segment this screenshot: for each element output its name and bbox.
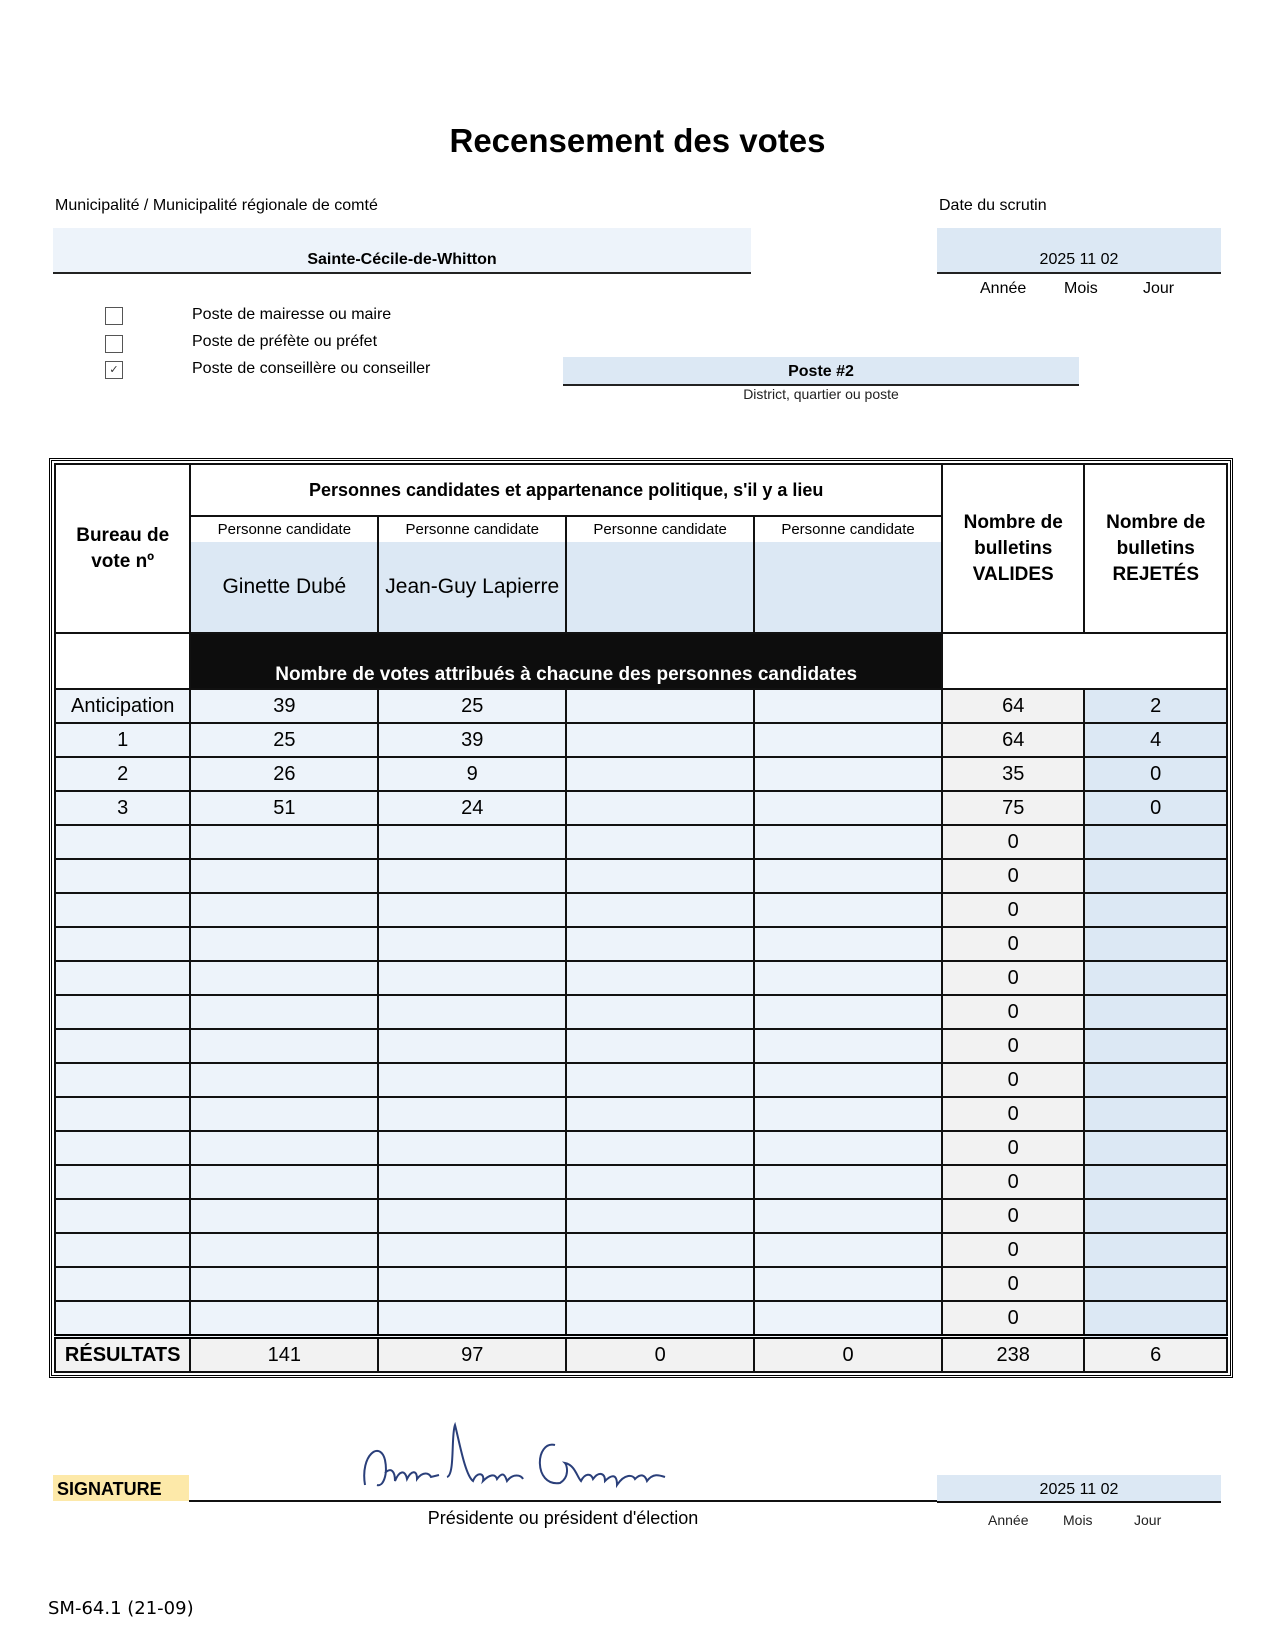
bureau-cell[interactable]: 3 bbox=[55, 791, 190, 825]
rejected-cell[interactable] bbox=[1084, 927, 1227, 961]
bureau-cell[interactable] bbox=[55, 1199, 190, 1233]
municipality-field[interactable]: Sainte-Cécile-de-Whitton bbox=[53, 228, 751, 274]
signature-date-field[interactable]: 2025 11 02 bbox=[937, 1475, 1221, 1503]
vote-cell[interactable] bbox=[566, 1029, 754, 1063]
vote-cell[interactable] bbox=[754, 1301, 942, 1337]
table-row bbox=[55, 1097, 1227, 1131]
table-row bbox=[55, 825, 1227, 859]
valid-cell: 0 bbox=[942, 859, 1084, 893]
table-row bbox=[55, 791, 1227, 825]
valid-cell: 0 bbox=[942, 825, 1084, 859]
valid-cell: 0 bbox=[942, 1199, 1084, 1233]
election-date-field[interactable]: 2025 11 02 bbox=[937, 228, 1221, 274]
rejected-cell[interactable] bbox=[1084, 995, 1227, 1029]
bureau-cell[interactable] bbox=[55, 1267, 190, 1301]
table-row bbox=[55, 1233, 1227, 1267]
vote-cell[interactable] bbox=[190, 1165, 378, 1199]
valid-cell: 0 bbox=[942, 893, 1084, 927]
vote-cell[interactable] bbox=[754, 961, 942, 995]
rejected-cell[interactable]: 0 bbox=[1084, 791, 1227, 825]
valid-total-cell: 238 bbox=[942, 1337, 1084, 1373]
valid-cell: 0 bbox=[942, 961, 1084, 995]
valid-cell: 0 bbox=[942, 1097, 1084, 1131]
table-row bbox=[55, 723, 1227, 757]
band-spacer bbox=[942, 633, 1227, 689]
valid-cell: 64 bbox=[942, 689, 1084, 723]
rejected-ballots-header: Nombre de bulletins REJETÉS bbox=[1084, 464, 1227, 633]
mayor-checkbox[interactable] bbox=[105, 307, 123, 325]
table-row bbox=[55, 893, 1227, 927]
rejected-cell[interactable] bbox=[1084, 1131, 1227, 1165]
vote-cell[interactable] bbox=[754, 689, 942, 723]
rejected-cell[interactable] bbox=[1084, 859, 1227, 893]
vote-cell[interactable] bbox=[566, 1097, 754, 1131]
vote-cell[interactable] bbox=[566, 1199, 754, 1233]
votes-band-header: Nombre de votes attribués à chacune des personnes candidates bbox=[190, 633, 942, 689]
vote-cell[interactable] bbox=[378, 927, 566, 961]
date-year-label: Année bbox=[980, 280, 1027, 297]
bureau-cell[interactable] bbox=[55, 995, 190, 1029]
vote-cell[interactable] bbox=[378, 1029, 566, 1063]
vote-cell[interactable] bbox=[378, 995, 566, 1029]
vote-cell[interactable] bbox=[566, 1165, 754, 1199]
vote-cell[interactable]: 26 bbox=[190, 757, 378, 791]
vote-cell[interactable]: 39 bbox=[190, 689, 378, 723]
vote-cell[interactable] bbox=[378, 1063, 566, 1097]
vote-cell[interactable] bbox=[754, 893, 942, 927]
prefect-checkbox[interactable] bbox=[105, 335, 123, 353]
rejected-cell[interactable] bbox=[1084, 1165, 1227, 1199]
table-row bbox=[55, 995, 1227, 1029]
results-label: RÉSULTATS bbox=[55, 1337, 190, 1373]
valid-cell: 0 bbox=[942, 1063, 1084, 1097]
vote-cell[interactable] bbox=[566, 859, 754, 893]
vote-cell[interactable] bbox=[754, 757, 942, 791]
vote-cell[interactable]: 25 bbox=[378, 689, 566, 723]
sig-day-label: Jour bbox=[1134, 1512, 1162, 1528]
municipality-label: Municipalité / Municipalité régionale de comté bbox=[55, 197, 378, 214]
vote-cell[interactable]: 24 bbox=[378, 791, 566, 825]
results-row bbox=[55, 1337, 1227, 1373]
rejected-cell[interactable]: 4 bbox=[1084, 723, 1227, 757]
vote-cell[interactable] bbox=[190, 1029, 378, 1063]
candidate-name-4[interactable] bbox=[754, 542, 942, 633]
date-day-label: Jour bbox=[1143, 280, 1175, 297]
vote-cell[interactable] bbox=[566, 723, 754, 757]
form-code: SM-64.1 (21-09) bbox=[48, 1598, 194, 1619]
table-row bbox=[55, 859, 1227, 893]
result-total-cell: 0 bbox=[754, 1337, 942, 1373]
bureau-cell[interactable] bbox=[55, 1233, 190, 1267]
result-total-cell: 97 bbox=[378, 1337, 566, 1373]
vote-cell[interactable] bbox=[754, 995, 942, 1029]
vote-cell[interactable]: 9 bbox=[378, 757, 566, 791]
rejected-cell[interactable]: 0 bbox=[1084, 757, 1227, 791]
vote-cell[interactable] bbox=[754, 1097, 942, 1131]
signature-image bbox=[355, 1415, 775, 1495]
rejected-cell[interactable] bbox=[1084, 961, 1227, 995]
bureau-cell[interactable]: 2 bbox=[55, 757, 190, 791]
rejected-total-cell: 6 bbox=[1084, 1337, 1227, 1373]
valid-cell: 64 bbox=[942, 723, 1084, 757]
vote-cell[interactable] bbox=[566, 1131, 754, 1165]
vote-cell[interactable] bbox=[566, 1301, 754, 1337]
vote-cell[interactable] bbox=[754, 859, 942, 893]
rejected-cell[interactable] bbox=[1084, 1301, 1227, 1337]
candidate-col-label: Personne candidate bbox=[378, 516, 566, 542]
vote-cell[interactable] bbox=[378, 961, 566, 995]
vote-cell[interactable] bbox=[566, 893, 754, 927]
vote-cell[interactable] bbox=[566, 689, 754, 723]
vote-cell[interactable] bbox=[754, 1233, 942, 1267]
vote-cell[interactable] bbox=[190, 859, 378, 893]
vote-cell[interactable] bbox=[190, 995, 378, 1029]
bureau-header: Bureau de vote nº bbox=[55, 464, 190, 633]
valid-cell: 35 bbox=[942, 757, 1084, 791]
vote-cell[interactable] bbox=[190, 1301, 378, 1337]
bureau-cell[interactable] bbox=[55, 1097, 190, 1131]
bureau-cell[interactable] bbox=[55, 825, 190, 859]
vote-cell[interactable] bbox=[566, 961, 754, 995]
table-row bbox=[55, 1267, 1227, 1301]
table-row bbox=[55, 1165, 1227, 1199]
vote-cell[interactable] bbox=[378, 1301, 566, 1337]
rejected-cell[interactable] bbox=[1084, 1267, 1227, 1301]
councillor-label: Poste de conseillère ou conseiller bbox=[192, 360, 431, 377]
vote-cell[interactable] bbox=[754, 723, 942, 757]
vote-cell[interactable] bbox=[378, 893, 566, 927]
valid-cell: 0 bbox=[942, 1029, 1084, 1063]
vote-cell[interactable] bbox=[754, 825, 942, 859]
vote-cell[interactable] bbox=[190, 825, 378, 859]
table-row bbox=[55, 1029, 1227, 1063]
candidate-col-label: Personne candidate bbox=[190, 516, 378, 542]
vote-cell[interactable] bbox=[378, 1165, 566, 1199]
valid-cell: 0 bbox=[942, 1233, 1084, 1267]
bureau-cell[interactable] bbox=[55, 1029, 190, 1063]
table-row bbox=[55, 1199, 1227, 1233]
candidate-col-label: Personne candidate bbox=[566, 516, 754, 542]
bureau-cell[interactable] bbox=[55, 961, 190, 995]
vote-cell[interactable] bbox=[754, 791, 942, 825]
vote-cell[interactable] bbox=[378, 1097, 566, 1131]
vote-cell[interactable] bbox=[566, 825, 754, 859]
vote-cell[interactable] bbox=[190, 1199, 378, 1233]
vote-cell[interactable] bbox=[378, 825, 566, 859]
election-date-label: Date du scrutin bbox=[939, 197, 1047, 214]
candidate-col-label: Personne candidate bbox=[754, 516, 942, 542]
table-row bbox=[55, 757, 1227, 791]
table-row bbox=[55, 1063, 1227, 1097]
signature-label: SIGNATURE bbox=[53, 1475, 189, 1501]
vote-count-table bbox=[49, 458, 1233, 1378]
valid-cell: 75 bbox=[942, 791, 1084, 825]
vote-cell[interactable] bbox=[378, 1131, 566, 1165]
table-row bbox=[55, 1301, 1227, 1337]
candidate-name-3[interactable] bbox=[566, 542, 754, 633]
rejected-cell[interactable] bbox=[1084, 1029, 1227, 1063]
vote-cell[interactable]: 25 bbox=[190, 723, 378, 757]
poste-field[interactable]: Poste #2 bbox=[563, 357, 1079, 386]
vote-cell[interactable] bbox=[190, 1063, 378, 1097]
sig-month-label: Mois bbox=[1063, 1512, 1093, 1528]
vote-cell[interactable] bbox=[754, 927, 942, 961]
bureau-cell[interactable]: Anticipation bbox=[55, 689, 190, 723]
candidate-name-2[interactable]: Jean-Guy Lapierre bbox=[378, 542, 566, 633]
vote-cell[interactable] bbox=[378, 1199, 566, 1233]
prefect-label: Poste de préfète ou préfet bbox=[192, 333, 378, 350]
vote-cell[interactable] bbox=[566, 995, 754, 1029]
bureau-cell[interactable] bbox=[55, 927, 190, 961]
bureau-cell[interactable] bbox=[55, 1165, 190, 1199]
valid-cell: 0 bbox=[942, 995, 1084, 1029]
table-row bbox=[55, 1131, 1227, 1165]
vote-cell[interactable] bbox=[378, 859, 566, 893]
vote-cell[interactable] bbox=[190, 893, 378, 927]
bureau-cell[interactable] bbox=[55, 859, 190, 893]
vote-cell[interactable] bbox=[754, 1199, 942, 1233]
vote-cell[interactable]: 51 bbox=[190, 791, 378, 825]
result-total-cell: 0 bbox=[566, 1337, 754, 1373]
vote-cell[interactable] bbox=[190, 1233, 378, 1267]
candidate-name-1[interactable]: Ginette Dubé bbox=[190, 542, 378, 633]
sig-year-label: Année bbox=[988, 1512, 1029, 1528]
vote-cell[interactable] bbox=[754, 1063, 942, 1097]
vote-cell[interactable] bbox=[754, 1131, 942, 1165]
rejected-cell[interactable] bbox=[1084, 1233, 1227, 1267]
bureau-cell[interactable] bbox=[55, 1063, 190, 1097]
valid-cell: 0 bbox=[942, 1131, 1084, 1165]
candidates-header: Personnes candidates et appartenance politique, s'il y a lieu bbox=[190, 464, 942, 516]
rejected-cell[interactable] bbox=[1084, 1063, 1227, 1097]
table-row bbox=[55, 689, 1227, 723]
rejected-cell[interactable]: 2 bbox=[1084, 689, 1227, 723]
rejected-cell[interactable] bbox=[1084, 825, 1227, 859]
rejected-cell[interactable] bbox=[1084, 893, 1227, 927]
band-spacer bbox=[55, 633, 190, 689]
rejected-cell[interactable] bbox=[1084, 1199, 1227, 1233]
table-row bbox=[55, 927, 1227, 961]
vote-cell[interactable] bbox=[566, 927, 754, 961]
signature-caption: Présidente ou président d'élection bbox=[427, 1508, 699, 1528]
vote-cell[interactable]: 39 bbox=[378, 723, 566, 757]
bureau-cell[interactable] bbox=[55, 893, 190, 927]
vote-cell[interactable] bbox=[190, 1267, 378, 1301]
page-title: Recensement des votes bbox=[449, 122, 826, 159]
vote-cell[interactable] bbox=[378, 1267, 566, 1301]
councillor-checkbox[interactable]: ✓ bbox=[105, 361, 123, 379]
vote-cell[interactable] bbox=[190, 1131, 378, 1165]
bureau-cell[interactable]: 1 bbox=[55, 723, 190, 757]
vote-cell[interactable] bbox=[190, 927, 378, 961]
vote-cell[interactable] bbox=[566, 1267, 754, 1301]
vote-cell[interactable] bbox=[754, 1029, 942, 1063]
vote-cell[interactable] bbox=[566, 1233, 754, 1267]
valid-cell: 0 bbox=[942, 1301, 1084, 1337]
signature-line bbox=[189, 1500, 937, 1502]
vote-cell[interactable] bbox=[566, 1063, 754, 1097]
valid-cell: 0 bbox=[942, 927, 1084, 961]
table-row bbox=[55, 961, 1227, 995]
mayor-label: Poste de mairesse ou maire bbox=[192, 306, 392, 323]
vote-cell[interactable] bbox=[566, 757, 754, 791]
valid-cell: 0 bbox=[942, 1165, 1084, 1199]
vote-cell[interactable] bbox=[190, 961, 378, 995]
vote-cell[interactable] bbox=[754, 1165, 942, 1199]
vote-cell[interactable] bbox=[566, 791, 754, 825]
poste-caption: District, quartier ou poste bbox=[743, 386, 899, 402]
valid-ballots-header: Nombre de bulletins VALIDES bbox=[942, 464, 1084, 633]
bureau-cell[interactable] bbox=[55, 1301, 190, 1337]
vote-cell[interactable] bbox=[378, 1233, 566, 1267]
vote-cell[interactable] bbox=[754, 1267, 942, 1301]
rejected-cell[interactable] bbox=[1084, 1097, 1227, 1131]
result-total-cell: 141 bbox=[190, 1337, 378, 1373]
date-month-label: Mois bbox=[1064, 280, 1098, 297]
bureau-cell[interactable] bbox=[55, 1131, 190, 1165]
vote-cell[interactable] bbox=[190, 1097, 378, 1131]
valid-cell: 0 bbox=[942, 1267, 1084, 1301]
